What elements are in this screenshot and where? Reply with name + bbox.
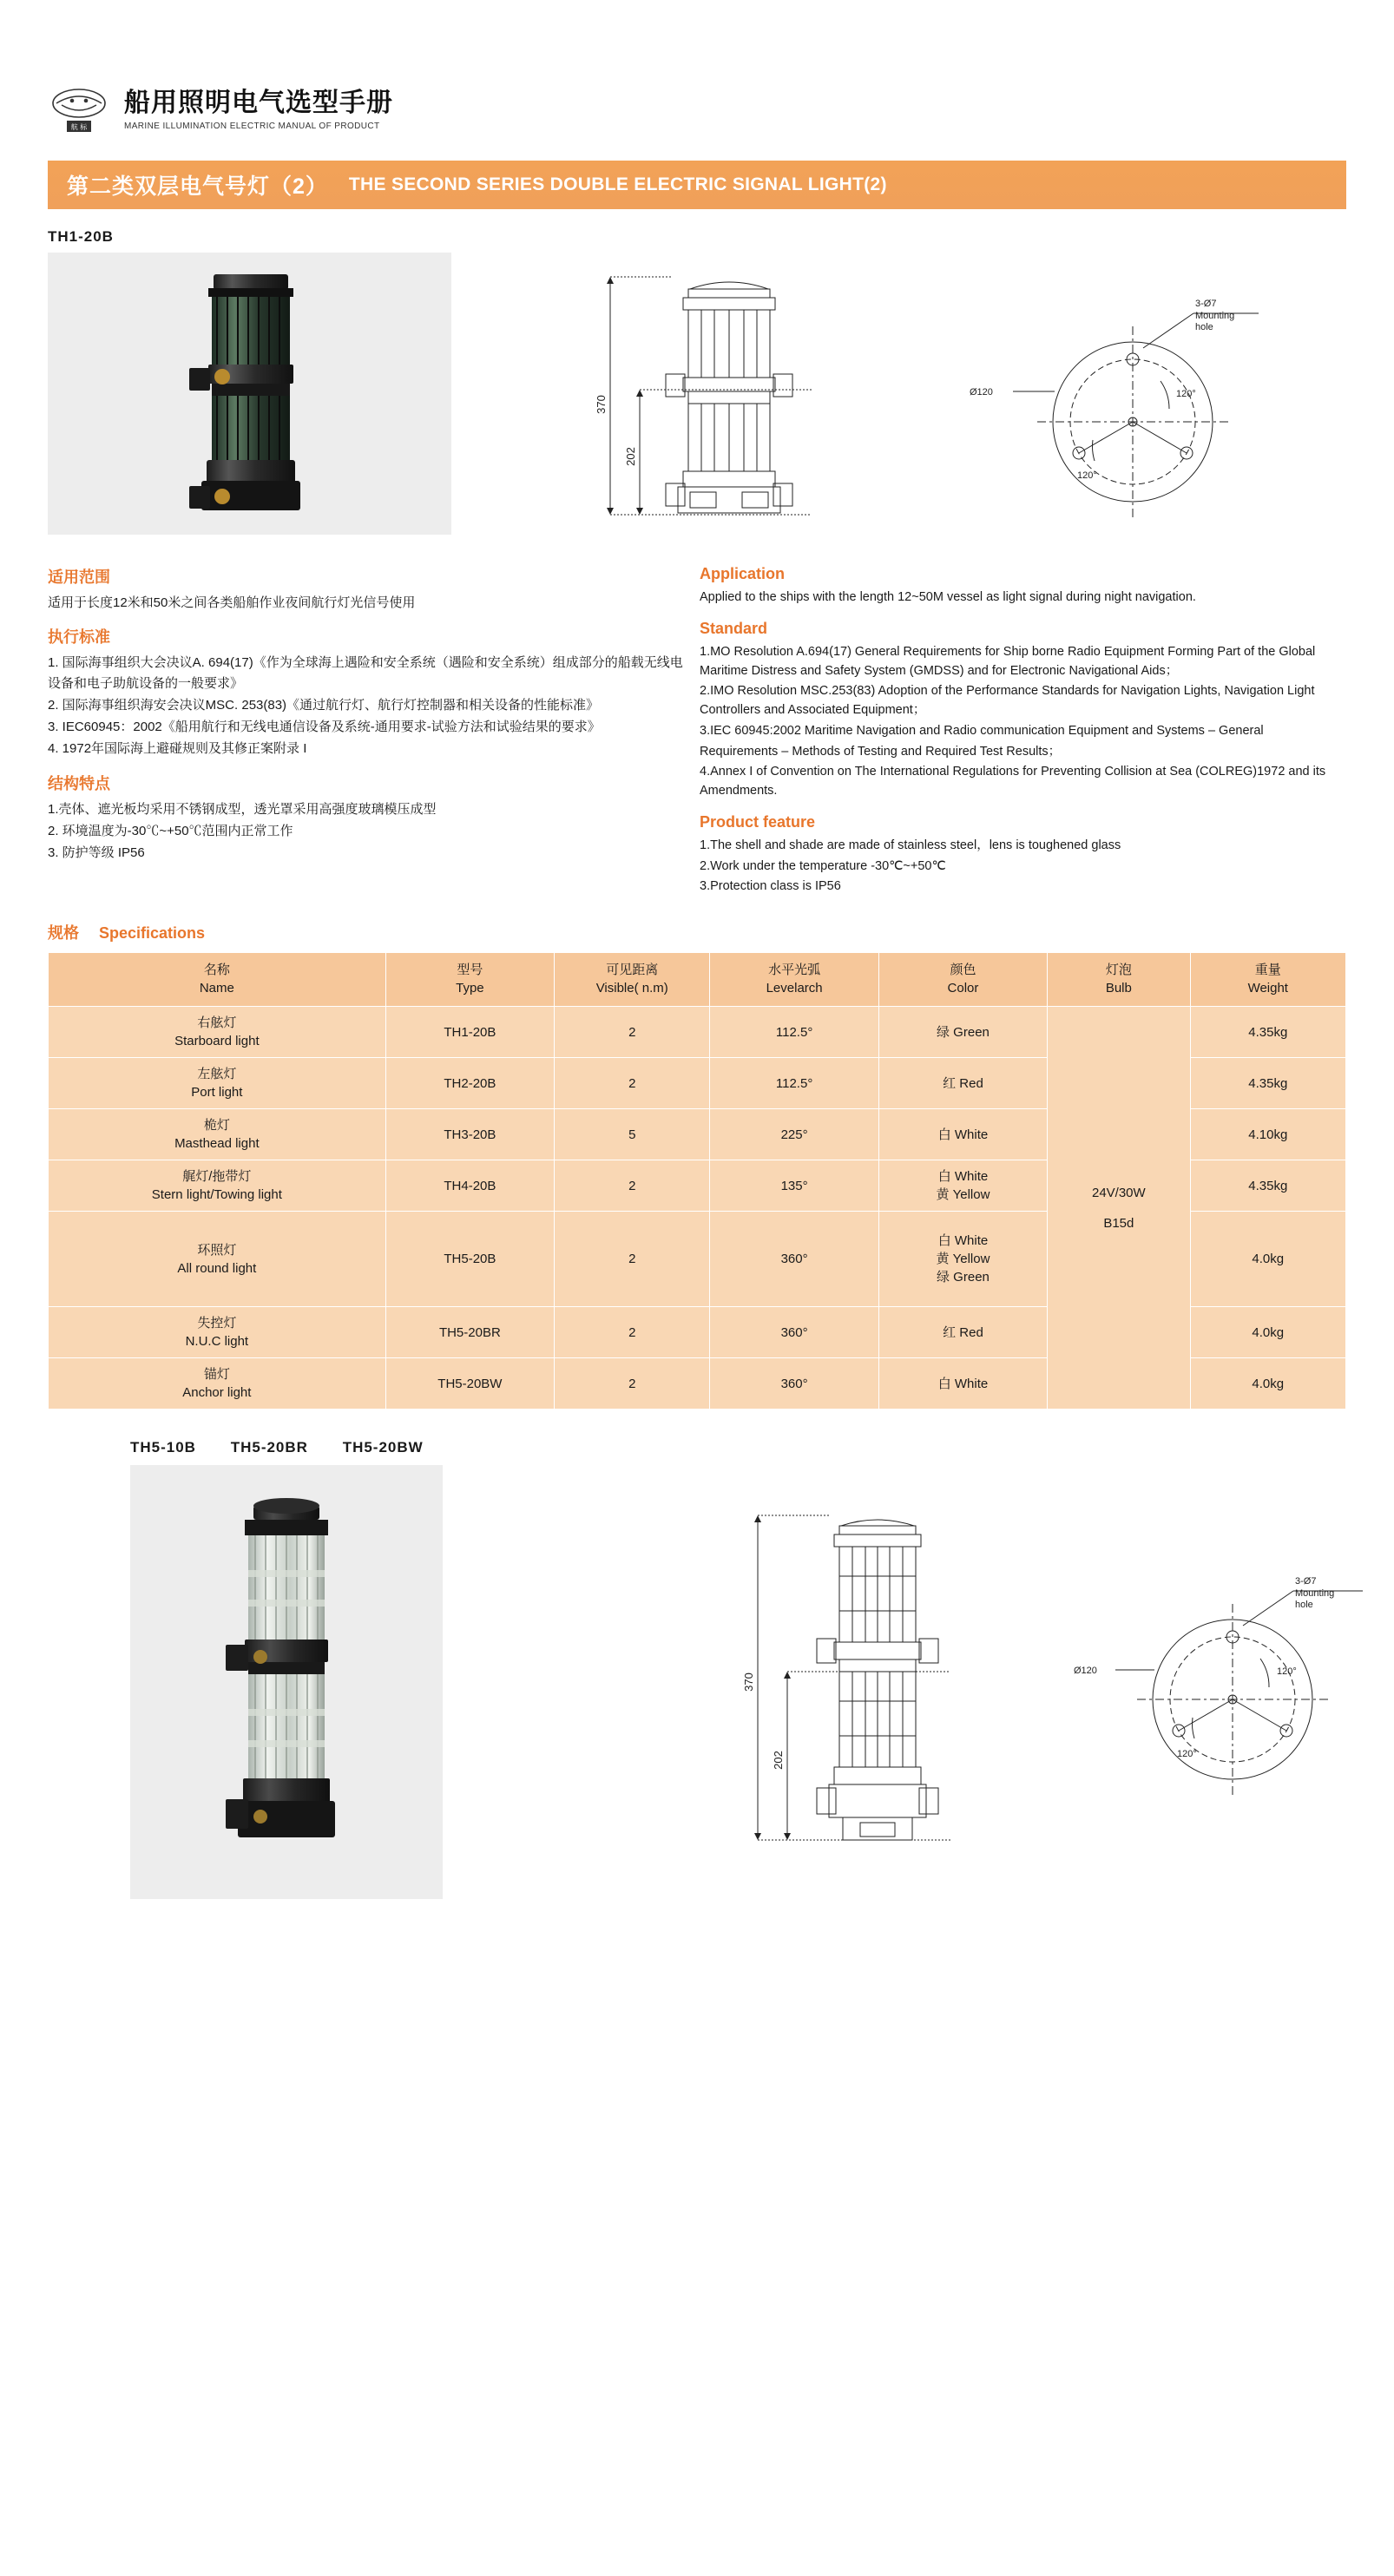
section-title-cn: 第二类双层电气号灯（2）: [67, 174, 328, 199]
row-0-name-cn: 右舷灯: [197, 1015, 237, 1030]
row-4-type: TH5-20B: [385, 1212, 554, 1307]
product-photo-th1-20b: [48, 253, 451, 535]
col-color-en: Color: [947, 980, 979, 996]
standard-en-5: 4.Annex I of Convention on The International Regulations for Preventing Collision at Sea (COLREG)1972 and its Amendments.: [700, 765, 1326, 798]
col-bulb: [1048, 953, 1190, 1007]
col-color-cn: 颜色: [950, 963, 976, 978]
feature-cn-1: 1.壳体、遮光板均采用不锈钢成型，透光罩采用高强度玻璃模压成型: [48, 801, 437, 817]
col-name: [49, 953, 386, 1007]
standard-en-1: 1.MO Resolution A.694(17) General Requirements for Ship borne Radio Equipment Forming Part of the Global Maritime Distress and Safety System (GMDSS) and for Electronic Navigational Aids；: [700, 644, 1316, 678]
application-text-en: Applied to the ships with the length 12~50M vessel as light signal during night navigation.: [700, 590, 1196, 604]
row-6-weight: 4.0kg: [1190, 1358, 1345, 1410]
top-plan-circle: Ø120: [970, 387, 993, 398]
row-3-arc: 135°: [710, 1160, 878, 1212]
row-1-visible: 2: [555, 1058, 710, 1109]
bottom-plan-circle: Ø120: [1074, 1666, 1097, 1676]
feature-cn-3: 3. 防护等级 IP56: [48, 845, 145, 860]
english-column: [700, 565, 1346, 898]
row-1-weight: 4.35kg: [1190, 1058, 1345, 1109]
section-title-bar: [48, 161, 1346, 209]
row-4-color: [878, 1212, 1047, 1307]
row-0-name: [49, 1007, 386, 1058]
top-plan-angle-1: 120°: [1176, 389, 1196, 399]
chinese-column: [48, 565, 694, 864]
row-2-arc: 225°: [710, 1109, 878, 1160]
top-dim-lower: 202: [624, 447, 637, 466]
spec-heading: [48, 921, 1346, 943]
row-2-name: [49, 1109, 386, 1160]
row-2-name-en: Masthead light: [174, 1136, 260, 1151]
brand-title-en: MARINE ILLUMINATION ELECTRIC MANUAL OF PRODUCT: [124, 121, 380, 131]
row-2-color: 白 White: [878, 1109, 1047, 1160]
brand-header: [48, 0, 1346, 136]
top-hole-note-2: Mounting: [1195, 311, 1235, 321]
bottom-dim-total: 370: [742, 1672, 755, 1692]
application-body-cn: [48, 593, 694, 613]
row-6-color: 白 White: [878, 1358, 1047, 1410]
row-0-arc: 112.5°: [710, 1007, 878, 1058]
row-3-weight: 4.35kg: [1190, 1160, 1345, 1212]
row-4-name-en: All round light: [177, 1260, 257, 1276]
col-levelarch-en: Levelarch: [766, 980, 823, 996]
row-0-type: TH1-20B: [385, 1007, 554, 1058]
top-hole-note-1: 3-Ø7: [1195, 299, 1217, 309]
row-4-name: [49, 1212, 386, 1307]
col-visible: [555, 953, 710, 1007]
svg-text:航 标: 航 标: [70, 123, 88, 131]
row-1-name-en: Port light: [191, 1085, 243, 1100]
row-4-color-3: 绿 Green: [937, 1270, 990, 1285]
row-5-arc: 360°: [710, 1307, 878, 1358]
row-5-name: [49, 1307, 386, 1358]
section-title-en: THE SECOND SERIES DOUBLE ELECTRIC SIGNAL LIGHT(2): [348, 174, 887, 194]
specifications-table: [48, 952, 1346, 1410]
row-3-visible: 2: [555, 1160, 710, 1212]
feature-en-2: 2.Work under the temperature -30℃~+50℃: [700, 858, 946, 873]
row-4-visible: 2: [555, 1212, 710, 1307]
row-0-visible: 2: [555, 1007, 710, 1058]
brand-title-cn: 船用照明电气选型手册: [124, 88, 393, 117]
row-3-name-cn: 艉灯/拖带灯: [182, 1169, 252, 1184]
row-4-weight: 4.0kg: [1190, 1212, 1345, 1307]
col-weight: [1190, 953, 1345, 1007]
row-4-name-cn: 环照灯: [197, 1242, 237, 1258]
col-visible-cn: 可见距离: [606, 963, 659, 978]
bottom-front-elevation-drawing: [733, 1465, 1020, 1882]
row-4-color-2: 黄 Yellow: [936, 1252, 990, 1266]
row-0-color: 绿 Green: [878, 1007, 1047, 1058]
row-3-type: TH4-20B: [385, 1160, 554, 1212]
row-6-name: [49, 1358, 386, 1410]
row-2-type: TH3-20B: [385, 1109, 554, 1160]
col-color: [878, 953, 1047, 1007]
row-1-type: TH2-20B: [385, 1058, 554, 1109]
standard-en-4: Requirements – Methods of Testing and Required Test Results；: [700, 744, 1062, 759]
standard-cn-2: 2. 国际海事组织海安会决议MSC. 253(83)《通过航行灯、航行灯控制器和相关设备的性能标准》: [48, 697, 600, 713]
row-2-visible: 5: [555, 1109, 710, 1160]
bottom-hole-note-1: 3-Ø7: [1295, 1576, 1317, 1587]
feature-en-3: 3.Protection class is IP56: [700, 879, 841, 894]
row-6-name-en: Anchor light: [182, 1385, 252, 1400]
col-weight-en: Weight: [1247, 980, 1288, 996]
bulb-base: B15d: [1103, 1215, 1134, 1231]
row-1-name-cn: 左舷灯: [197, 1067, 237, 1081]
application-text-cn: 适用于长度12米和50米之间各类船舶作业夜间航行灯光信号使用: [48, 595, 416, 610]
standard-body-cn: [48, 653, 694, 759]
bottom-model-labels: [48, 1439, 1346, 1456]
row-6-arc: 360°: [710, 1358, 878, 1410]
row-6-type: TH5-20BW: [385, 1358, 554, 1410]
row-3-color-2: 黄 Yellow: [936, 1187, 990, 1202]
standard-head-en: Standard: [700, 619, 768, 637]
table-row: [49, 1007, 1346, 1058]
application-head-cn: 适用范围: [48, 568, 110, 586]
spec-heading-en: Specifications: [99, 924, 206, 942]
standard-en-3: 3.IEC 60945:2002 Maritime Navigation and Radio communication Equipment and Systems – General: [700, 723, 1264, 738]
feature-cn-2: 2. 环境温度为-30℃~+50℃范围内正常工作: [48, 823, 293, 838]
bottom-model-2: TH5-20BR: [230, 1439, 308, 1456]
top-hole-note-3: hole: [1195, 322, 1213, 332]
bulb-merged-cell: [1048, 1007, 1190, 1410]
top-front-elevation-drawing: [586, 244, 872, 548]
application-body-en: [700, 588, 1346, 608]
top-plan-view-drawing: [916, 287, 1324, 530]
feature-body-cn: [48, 799, 694, 864]
row-0-weight: 4.35kg: [1190, 1007, 1345, 1058]
feature-body-en: [700, 837, 1346, 897]
col-type-cn: 型号: [457, 963, 483, 978]
bottom-dim-lower: 202: [772, 1751, 785, 1770]
col-type: [385, 953, 554, 1007]
row-5-visible: 2: [555, 1307, 710, 1358]
bottom-plan-view-drawing: [1029, 1561, 1394, 1812]
top-dim-total: 370: [595, 395, 608, 414]
standard-en-2: 2.IMO Resolution MSC.253(83) Adoption of the Performance Standards for Navigation Lights, Navigation Light Controllers and Associated Equipment；: [700, 684, 1315, 717]
col-levelarch-cn: 水平光弧: [768, 963, 821, 978]
row-5-color: 红 Red: [878, 1307, 1047, 1358]
col-bulb-en: Bulb: [1105, 980, 1132, 996]
row-6-name-cn: 锚灯: [203, 1367, 230, 1382]
bottom-figure-row: [48, 1465, 1346, 1916]
brand-text: [124, 89, 393, 131]
row-5-weight: 4.0kg: [1190, 1307, 1345, 1358]
row-6-visible: 2: [555, 1358, 710, 1410]
top-plan-angle-2: 120°: [1077, 470, 1097, 481]
top-model-label: TH1-20B: [48, 228, 114, 245]
row-4-arc: 360°: [710, 1212, 878, 1307]
standard-cn-3: 3. IEC60945：2002《船用航行和无线电通信设备及系统-通用要求-试验方法和试验结果的要求》: [48, 720, 601, 734]
row-5-type: TH5-20BR: [385, 1307, 554, 1358]
row-1-color: 红 Red: [878, 1058, 1047, 1109]
bottom-plan-angle-1: 120°: [1277, 1666, 1297, 1677]
standard-cn-1: 1. 国际海事组织大会决议A. 694(17)《作为全球海上遇险和安全系统（遇险和安全系统）组成部分的船载无线电设备和电子助航设备的一般要求》: [48, 655, 683, 691]
row-5-name-en: N.U.C light: [185, 1334, 249, 1349]
top-figure-row: [48, 253, 1346, 548]
bottom-model-1: TH5-10B: [130, 1439, 196, 1456]
row-2-weight: 4.10kg: [1190, 1109, 1345, 1160]
row-3-name-en: Stern light/Towing light: [151, 1187, 282, 1202]
row-0-name-en: Starboard light: [174, 1034, 260, 1048]
col-name-cn: 名称: [203, 963, 230, 978]
feature-head-en: Product feature: [700, 812, 816, 831]
application-head-en: Application: [700, 565, 785, 582]
feature-en-1: 1.The shell and shade are made of stainless steel，lens is toughened glass: [700, 838, 1121, 852]
bottom-hole-note-3: hole: [1295, 1600, 1313, 1610]
col-name-en: Name: [199, 980, 234, 996]
col-levelarch: [710, 953, 878, 1007]
row-4-color-1: 白 White: [937, 1233, 989, 1248]
product-photo-th5-series: [130, 1465, 443, 1899]
col-type-en: Type: [456, 980, 484, 996]
bottom-plan-angle-2: 120°: [1177, 1749, 1197, 1759]
bottom-model-3: TH5-20BW: [342, 1439, 424, 1456]
company-logo-icon: [48, 82, 110, 136]
standard-cn-4: 4. 1972年国际海上避碰规则及其修正案附录 I: [48, 741, 307, 757]
row-1-name: [49, 1058, 386, 1109]
feature-head-cn: 结构特点: [48, 774, 110, 792]
row-3-color: [878, 1160, 1047, 1212]
bottom-hole-note-2: Mounting: [1295, 1588, 1335, 1599]
row-1-arc: 112.5°: [710, 1058, 878, 1109]
text-columns: [48, 565, 1346, 898]
col-bulb-cn: 灯泡: [1105, 963, 1132, 978]
standard-body-en: [700, 643, 1346, 801]
standard-head-cn: 执行标准: [48, 628, 110, 647]
row-5-name-cn: 失控灯: [197, 1316, 237, 1331]
bulb-voltage: 24V/30W: [1091, 1185, 1146, 1200]
row-3-name: [49, 1160, 386, 1212]
table-header-row: [49, 953, 1346, 1007]
col-weight-cn: 重量: [1254, 963, 1281, 978]
col-visible-en: Visible( n.m): [595, 980, 668, 996]
row-2-name-cn: 桅灯: [203, 1118, 230, 1133]
spec-heading-cn: 规格: [48, 924, 79, 942]
row-3-color-1: 白 White: [937, 1169, 989, 1184]
